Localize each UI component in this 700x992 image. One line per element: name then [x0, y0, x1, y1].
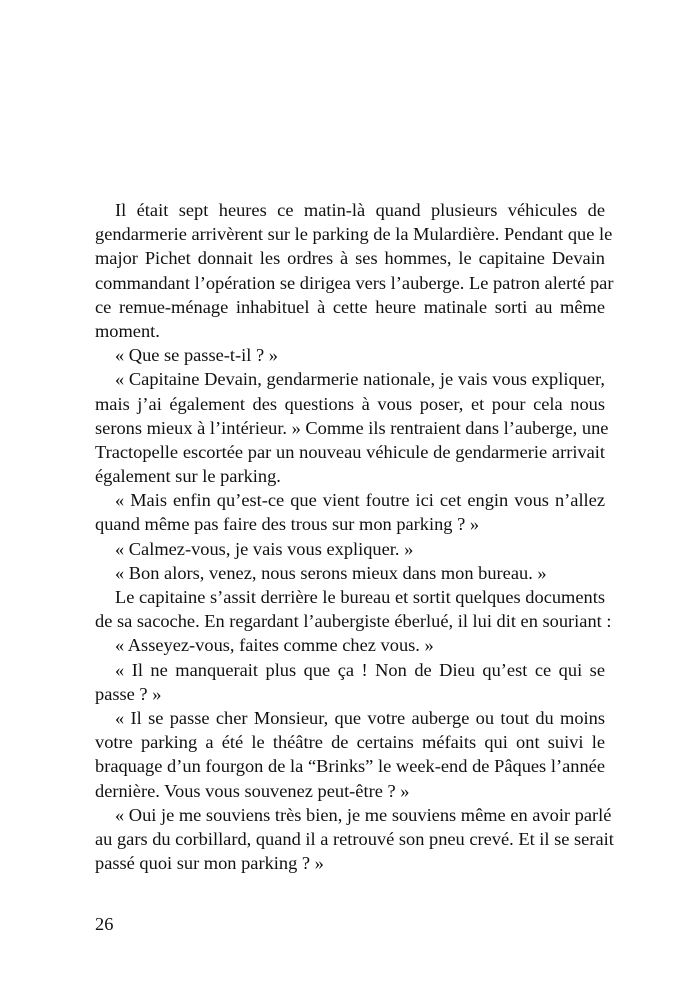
text-line: gendarmerie arrivèrent sur le parking de la Mulardière. Pendant que le	[95, 224, 613, 245]
body-text	[95, 198, 614, 875]
text-line: serons mieux à l’intérieur. » Comme ils rentraient dans l’auberge, une	[95, 417, 609, 438]
text-line: Le capitaine s’assit derrière le bureau et sortit quelques documents	[115, 587, 605, 607]
text-line: commandant l’opération se dirigea vers l’auberge. Le patron alerté par	[95, 272, 614, 293]
text-line: Il était sept heures ce matin-là quand plusieurs véhicules de	[115, 200, 605, 220]
text-line: « Que se passe-t-il ? »	[115, 345, 278, 366]
text-line: braquage d’un fourgon de la “Brinks” le week-end de Pâques l’année	[95, 756, 605, 777]
text-line: passe ? »	[95, 683, 162, 704]
text-line: également sur le parking.	[95, 466, 281, 487]
page-number: 26	[95, 914, 114, 934]
text-line: major Pichet donnait les ordres à ses hommes, le capitaine Devain	[95, 248, 605, 269]
text-line: de sa sacoche. En regardant l’aubergiste éberlué, il lui dit en souriant :	[95, 611, 612, 632]
text-line: « Oui je me souviens très bien, je me souviens même en avoir parlé	[115, 804, 612, 825]
text-line: « Asseyez-vous, faites comme chez vous. »	[115, 635, 434, 656]
text-line: Tractopelle escortée par un nouveau véhicule de gendarmerie arrivait	[95, 441, 605, 462]
text-line: mais j’ai également des questions à vous poser, et pour cela nous	[95, 393, 605, 414]
text-line: votre parking a été le théâtre de certains méfaits qui ont suivi le	[95, 732, 605, 753]
text-line: « Capitaine Devain, gendarmerie nationale, je vais vous expliquer,	[115, 369, 605, 390]
text-line: « Bon alors, venez, nous serons mieux dans mon bureau. »	[115, 562, 547, 583]
text-line: moment.	[95, 320, 160, 341]
text-line: « Il ne manquerait plus que ça ! Non de Dieu qu’est ce qui se	[115, 659, 605, 680]
text-line: quand même pas faire des trous sur mon parking ? »	[95, 514, 480, 535]
text-line: « Mais enfin qu’est-ce que vient foutre ici cet engin vous n’allez	[115, 490, 605, 511]
text-line: « Calmez-vous, je vais vous expliquer. »	[115, 538, 414, 559]
text-line: dernière. Vous vous souvenez peut-être ? »	[95, 780, 410, 801]
text-line: passé quoi sur mon parking ? »	[95, 853, 324, 874]
text-line: ce remue-ménage inhabituel à cette heure matinale sorti au même	[95, 296, 605, 317]
text-line: au gars du corbillard, quand il a retrouvé son pneu crevé. Et il se serait	[95, 828, 614, 849]
text-line: « Il se passe cher Monsieur, que votre auberge ou tout du moins	[115, 707, 605, 728]
